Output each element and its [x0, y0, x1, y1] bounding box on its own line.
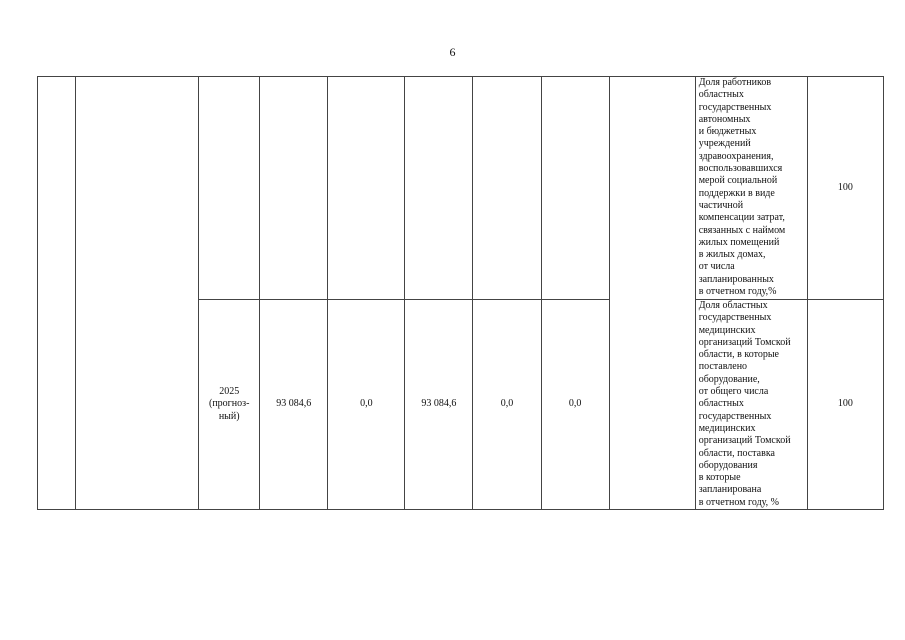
value-cell: 0,0: [328, 300, 405, 510]
task-cell: [76, 77, 199, 510]
value-cell: [328, 77, 405, 300]
year-cell: 2025 (прогноз- ный): [199, 300, 260, 510]
value-cell: [541, 77, 609, 300]
table-row: [38, 77, 884, 300]
value-cell: [473, 77, 541, 300]
value-cell: 0,0: [473, 300, 541, 510]
number-cell: [38, 77, 76, 510]
value-cell: 93 084,6: [260, 300, 328, 510]
target-value-cell: 100: [807, 77, 883, 300]
value-cell: [260, 77, 328, 300]
target-value-cell: 100: [807, 300, 883, 510]
year-cell: [199, 77, 260, 300]
value-cell: 0,0: [541, 300, 609, 510]
responsible-cell: [609, 77, 695, 510]
value-cell: [405, 77, 473, 300]
data-table: [37, 76, 884, 510]
value-cell: 93 084,6: [405, 300, 473, 510]
indicator-cell: Доля работников областных государственных автономных и бюджетных учреждений здравоохранения, воспользовавшихся мерой социальной поддержки в виде частичной компенсации затрат, связанных с наймом жилых помещений в жилых домах, от числа запланированных в отчетном году,%: [695, 77, 807, 300]
page-number: 6: [449, 45, 456, 59]
indicator-cell: Доля областных государственных медицинских организаций Томской области, в которые поставлено оборудование, от общего числа областных государственных медицинских организаций Томской области, поставка оборудования в которые запланирована в отчетном году, %: [695, 300, 807, 510]
